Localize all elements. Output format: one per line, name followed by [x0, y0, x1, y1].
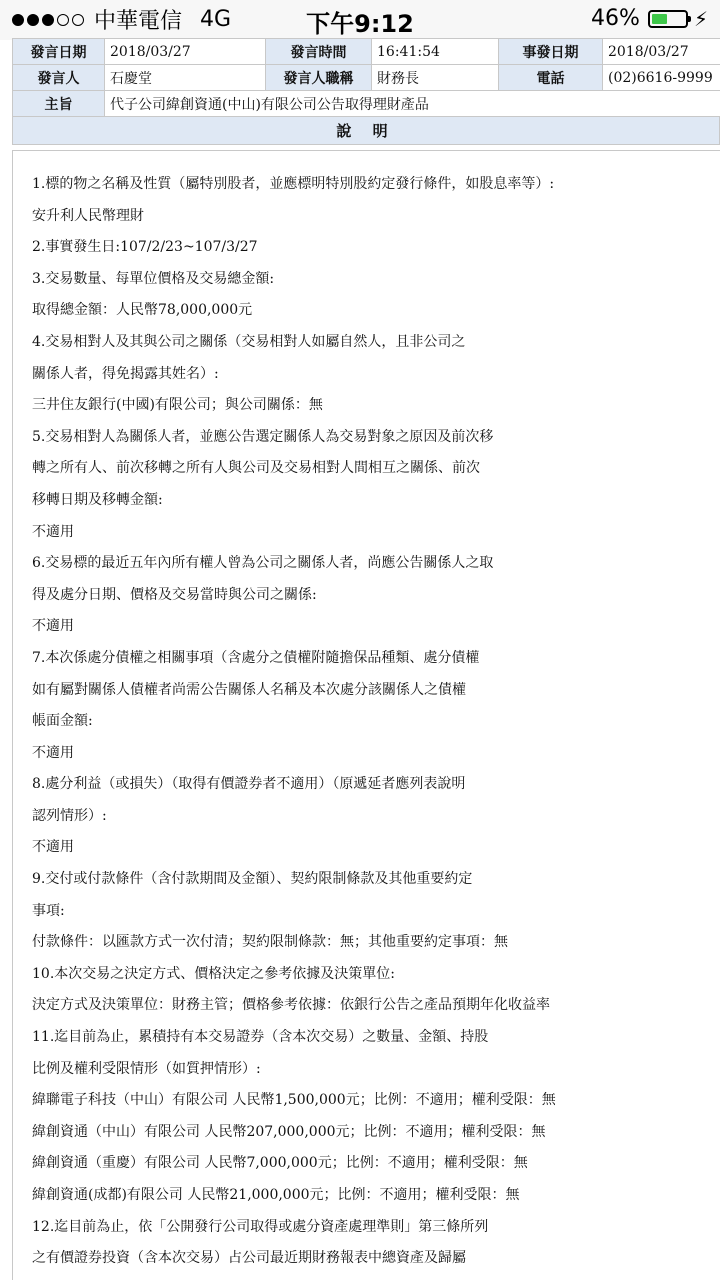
label-announce-time: 發言時間 [266, 39, 372, 65]
content-line: 11.迄目前為止，累積持有本交易證券（含本次交易）之數量、金額、持股 [32, 1029, 489, 1046]
status-bar [0, 0, 720, 40]
content-line: 6.交易標的最近五年內所有權人曾為公司之關係人者，尚應公告關係人之取 [32, 555, 494, 572]
content-line: 事項: [32, 902, 65, 919]
content-line: 不適用 [32, 744, 74, 761]
content-line: 10.本次交易之決定方式、價格決定之參考依據及決策單位: [32, 965, 395, 982]
content-line: 12.迄目前為止，依「公開發行公司取得或處分資產處理準則」第三條所列 [32, 1218, 489, 1235]
content-line: 緯創資通(成都)有限公司 人民幣21,000,000元；比例：不適用；權利受限：無 [32, 1187, 520, 1203]
content-line: 比例及權利受限情形（如質押情形）: [32, 1060, 261, 1077]
label-speaker: 發言人 [13, 65, 105, 91]
battery-percent: 46% [591, 6, 640, 31]
label-announce-date: 發言日期 [13, 39, 105, 65]
content-line: 如有屬對關係人債權者尚需公告關係人名稱及本次處分該關係人之債權 [32, 681, 466, 698]
content-line: 7.本次係處分債權之相關事項（含處分之債權附隨擔保品種類、處分債權 [32, 649, 480, 666]
content-line: 3.交易數量、每單位價格及交易總金額: [32, 270, 275, 287]
content-line: 移轉日期及移轉金額: [32, 491, 163, 508]
phone: (02)6616-9999 [603, 65, 720, 91]
status-right [591, 6, 708, 31]
content-line: 緯聯電子科技（中山）有限公司 人民幣1,500,000元；比例：不適用；權利受限：無 [32, 1092, 556, 1109]
meta-row-speaker [13, 65, 720, 91]
content-line: 轉之所有人、前次移轉之所有人與公司及交易相對人間相互之關係、前次 [32, 460, 480, 477]
content-line: 付款條件：以匯款方式一次付清；契約限制條款：無；其他重要約定事項：無 [32, 934, 508, 951]
content-line: 5.交易相對人為關係人者，並應公告選定關係人為交易對象之原因及前次移 [32, 428, 494, 445]
event-date: 2018/03/27 [603, 39, 720, 65]
speaker-title: 財務長 [372, 65, 499, 91]
battery-icon [648, 10, 688, 28]
speaker: 石慶堂 [105, 65, 266, 91]
meta-row-dates [13, 39, 720, 65]
content-line: 1.標的物之名稱及性質（屬特別股者，並應標明特別股約定發行條件，如股息率等）: [32, 176, 555, 192]
content-line: 不適用 [32, 618, 74, 635]
subject: 代子公司緯創資通(中山)有限公司公告取得理財產品 [105, 91, 720, 117]
content-line: 安升利人民幣理財 [32, 207, 144, 224]
explanation-header: 說 明 [12, 117, 720, 145]
content-line: 認列情形）: [32, 807, 107, 824]
network-type: 4G [200, 7, 232, 32]
content-line: 2.事實發生日:107/2/23~107/3/27 [32, 239, 258, 256]
label-event-date: 事發日期 [499, 39, 603, 65]
content-line: 得及處分日期、價格及交易當時與公司之關係: [32, 586, 317, 603]
meta-row-subject [13, 91, 720, 117]
content-line: 緯創資通（中山）有限公司 人民幣207,000,000元；比例：不適用；權利受限：無 [32, 1123, 546, 1140]
charging-bolt-icon: ⚡ [693, 6, 708, 31]
label-subject: 主旨 [13, 91, 105, 117]
explanation-body [12, 150, 720, 1280]
content-line: 關係人者，得免揭露其姓名）: [32, 365, 219, 382]
clock: 下午9:12 [306, 10, 414, 38]
content-line: 三井住友銀行(中國)有限公司；與公司關係：無 [32, 397, 323, 414]
label-phone: 電話 [499, 65, 603, 91]
content-line: 帳面金額: [32, 713, 93, 730]
content-line: 緯創資通（重慶）有限公司 人民幣7,000,000元；比例：不適用；權利受限：無 [32, 1155, 528, 1172]
carrier-name: 中華電信 [94, 9, 183, 34]
content-line: 取得總金額：人民幣78,000,000元 [32, 302, 253, 319]
announcement-info [12, 38, 720, 145]
meta-table [12, 38, 720, 117]
content-line: 不適用 [32, 523, 74, 540]
label-speaker-title: 發言人職稱 [266, 65, 372, 91]
battery-fill [652, 14, 667, 24]
content-line: 之有價證券投資（含本次交易）占公司最近期財務報表中總資產及歸屬 [32, 1250, 466, 1267]
content-line: 不適用 [32, 839, 74, 856]
content-line: 決定方式及決策單位：財務主管；價格參考依據：依銀行公告之產品預期年化收益率 [32, 997, 550, 1014]
content-line: 9.交付或付款條件（含付款期間及金額）、契約限制條款及其他重要約定 [32, 871, 473, 888]
content-line: 4.交易相對人及其與公司之關係（交易相對人如屬自然人，且非公司之 [32, 333, 466, 350]
announce-date: 2018/03/27 [105, 39, 266, 65]
announce-time: 16:41:54 [372, 39, 499, 65]
content-line: 8.處分利益（或損失）（取得有價證券者不適用）（原遞延者應列表說明 [32, 776, 466, 793]
